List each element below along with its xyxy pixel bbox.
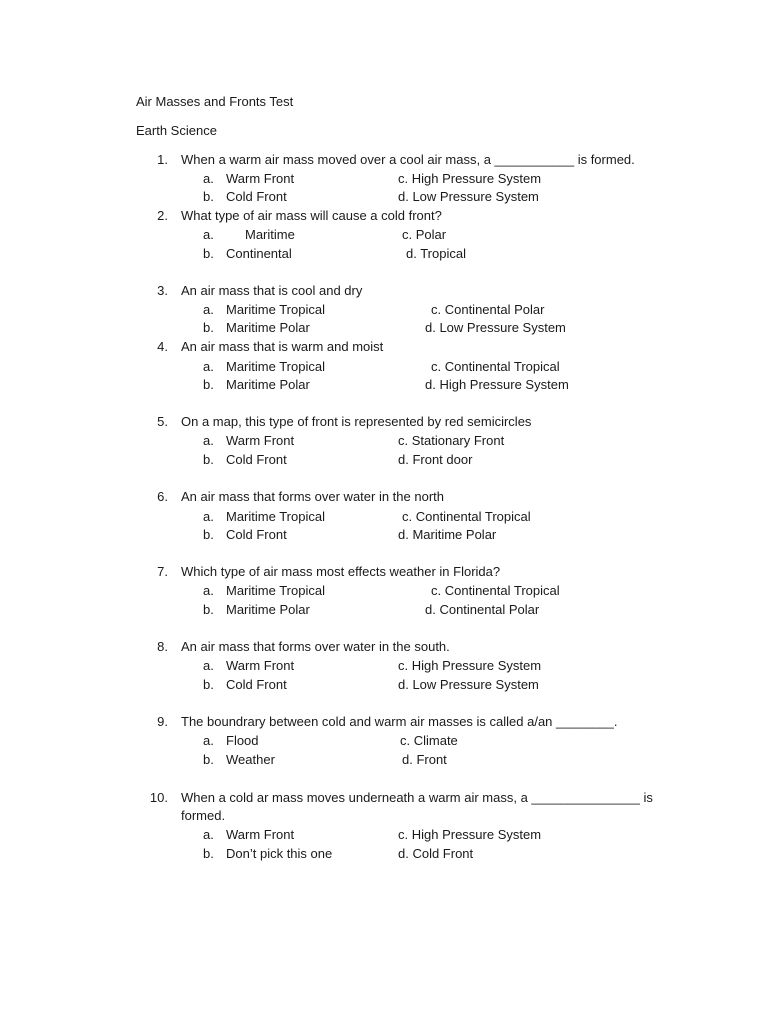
option-letter-b: b.	[203, 246, 214, 261]
subject-line: Earth Science	[136, 123, 217, 138]
option-letter-a: a.	[203, 302, 214, 317]
option-letter-b: b.	[203, 377, 214, 392]
option-d: d. Front door	[398, 452, 473, 467]
option-d: d. Cold Front	[398, 846, 474, 861]
option-letter-b: b.	[203, 677, 214, 692]
option-d: d. Low Pressure System	[398, 677, 539, 692]
question-text: An air mass that is cool and dry	[181, 283, 363, 298]
question-number: 10.	[149, 790, 168, 805]
option-c: c. High Pressure System	[398, 658, 542, 673]
question-text: An air mass that forms over water in the north	[181, 489, 444, 504]
option-a: Maritime Tropical	[226, 302, 325, 317]
option-d: d. Front	[402, 752, 447, 767]
option-letter-a: a.	[203, 227, 214, 242]
option-letter-a: a.	[203, 171, 214, 186]
option-a: Maritime Tropical	[226, 583, 325, 598]
option-c: c. High Pressure System	[398, 827, 542, 842]
option-c: c. High Pressure System	[398, 171, 542, 186]
option-d: d. Continental Polar	[425, 602, 540, 617]
option-b: Weather	[226, 752, 275, 767]
option-letter-a: a.	[203, 583, 214, 598]
question-number: 3.	[157, 283, 168, 298]
test-title: Air Masses and Fronts Test	[136, 94, 294, 109]
option-b: Maritime Polar	[226, 377, 310, 392]
option-letter-b: b.	[203, 846, 214, 861]
option-d: d. Low Pressure System	[398, 189, 539, 204]
option-letter-a: a.	[203, 359, 214, 374]
option-letter-b: b.	[203, 189, 214, 204]
option-b: Cold Front	[226, 189, 287, 204]
option-a: Maritime	[245, 227, 295, 242]
option-a: Warm Front	[226, 827, 295, 842]
option-a: Maritime Tropical	[226, 359, 325, 374]
option-c: c. Continental Tropical	[431, 359, 560, 374]
question-text: When a cold ar mass moves underneath a warm air mass, a _______________ is	[181, 790, 653, 805]
question-text: On a map, this type of front is represented by red semicircles	[181, 414, 532, 429]
question-text: When a warm air mass moved over a cool air mass, a ___________ is formed.	[181, 152, 635, 167]
option-letter-b: b.	[203, 452, 214, 467]
question-text-continued: formed.	[181, 808, 226, 823]
option-b: Maritime Polar	[226, 602, 310, 617]
option-letter-a: a.	[203, 827, 214, 842]
option-c: c. Polar	[402, 227, 447, 242]
option-c: c. Stationary Front	[398, 433, 505, 448]
option-d: d. High Pressure System	[425, 377, 569, 392]
option-b: Continental	[226, 246, 292, 261]
question-text: What type of air mass will cause a cold front?	[181, 208, 442, 223]
question-text: An air mass that is warm and moist	[181, 339, 384, 354]
option-a: Warm Front	[226, 658, 295, 673]
option-b: Cold Front	[226, 527, 287, 542]
option-a: Warm Front	[226, 433, 295, 448]
question-text: An air mass that forms over water in the south.	[181, 639, 450, 654]
question-number: 6.	[157, 489, 168, 504]
option-letter-b: b.	[203, 320, 214, 335]
option-letter-a: a.	[203, 509, 214, 524]
option-b: Cold Front	[226, 677, 287, 692]
question-number: 2.	[157, 208, 168, 223]
option-letter-b: b.	[203, 752, 214, 767]
option-letter-b: b.	[203, 527, 214, 542]
question-number: 7.	[157, 564, 168, 579]
question-number: 4.	[157, 339, 168, 354]
question-number: 9.	[157, 714, 168, 729]
option-c: c. Continental Tropical	[431, 583, 560, 598]
question-number: 8.	[157, 639, 168, 654]
option-d: d. Maritime Polar	[398, 527, 497, 542]
question-text: Which type of air mass most effects weather in Florida?	[181, 564, 501, 579]
option-c: c. Continental Tropical	[402, 509, 531, 524]
option-a: Warm Front	[226, 171, 295, 186]
question-number: 5.	[157, 414, 168, 429]
option-a: Flood	[226, 733, 259, 748]
option-c: c. Climate	[400, 733, 458, 748]
option-letter-b: b.	[203, 602, 214, 617]
question-number: 1.	[157, 152, 168, 167]
option-b: Cold Front	[226, 452, 287, 467]
question-text: The boundrary between cold and warm air masses is called a/an ________.	[181, 714, 618, 729]
option-letter-a: a.	[203, 433, 214, 448]
option-b: Maritime Polar	[226, 320, 310, 335]
option-letter-a: a.	[203, 658, 214, 673]
option-b: Don’t pick this one	[226, 846, 333, 861]
option-a: Maritime Tropical	[226, 509, 325, 524]
option-d: d. Low Pressure System	[425, 320, 566, 335]
option-letter-a: a.	[203, 733, 214, 748]
option-c: c. Continental Polar	[431, 302, 545, 317]
option-d: d. Tropical	[406, 246, 466, 261]
